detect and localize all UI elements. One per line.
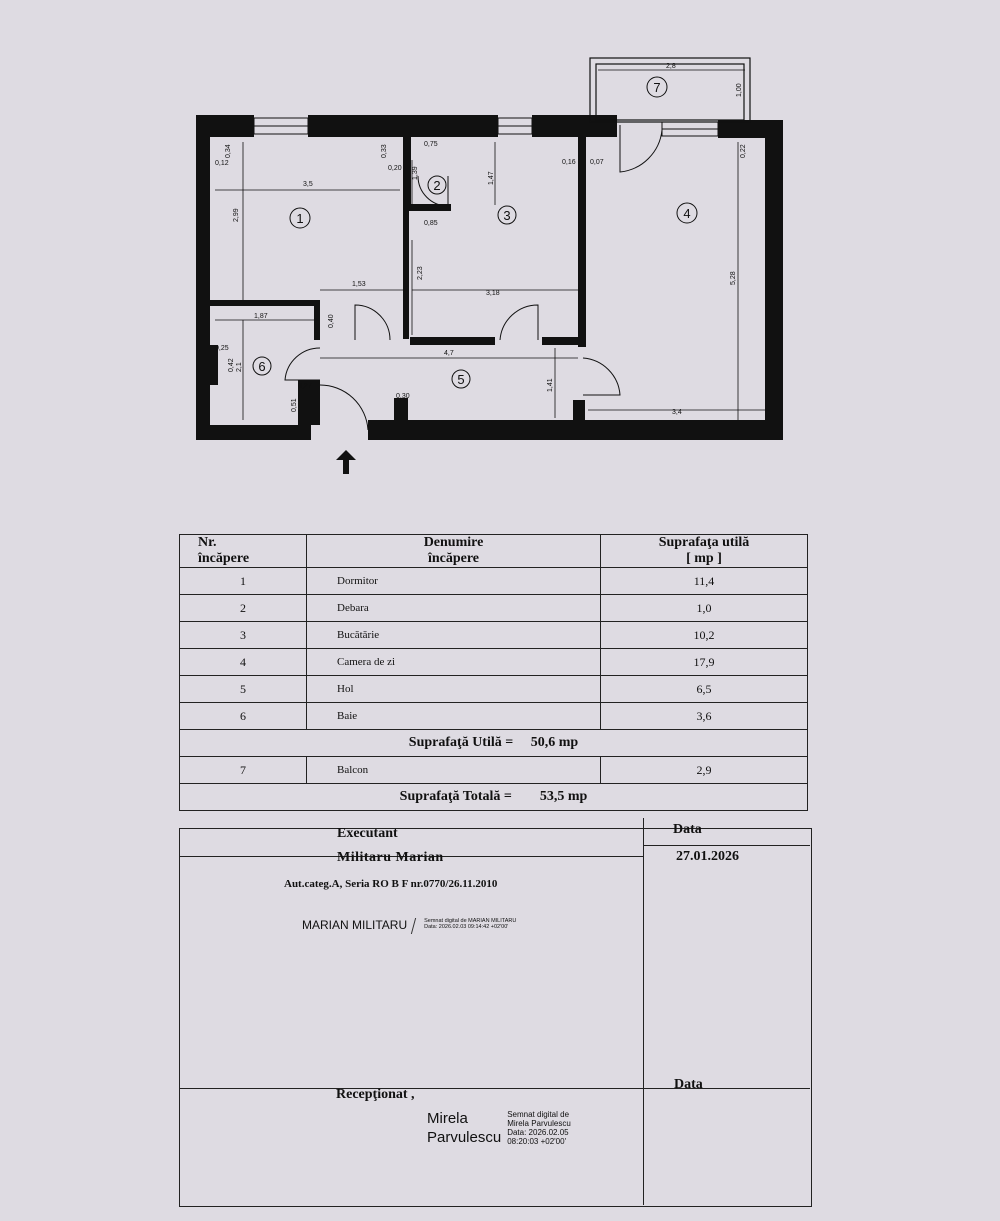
useful-area-row xyxy=(180,730,808,757)
row-area: 6,5 xyxy=(601,676,808,703)
header-name-sub: încăpere xyxy=(427,551,480,566)
row-area: 10,2 xyxy=(601,622,808,649)
header-area: Suprafaţa utilă xyxy=(658,535,750,550)
dim-label: 0,51 xyxy=(291,398,298,412)
dim-label: 0,22 xyxy=(740,144,747,158)
executant-signature-name: MARIAN MILITARU xyxy=(302,918,408,932)
useful-area-value: 50,6 mp xyxy=(530,735,579,750)
dim-label: 0,12 xyxy=(215,160,229,167)
receptionat-signature-date: Data: 2026.02.05 xyxy=(507,1128,569,1137)
useful-area-label: Suprafaţă Utilă = xyxy=(408,735,514,750)
receptionat-divider xyxy=(179,1088,810,1089)
row-name: Balcon xyxy=(307,757,601,784)
row-nr: 5 xyxy=(180,676,307,703)
table-row xyxy=(180,649,808,676)
row-area: 1,0 xyxy=(601,595,808,622)
table-header-row xyxy=(180,535,808,568)
row-name: Camera de zi xyxy=(307,649,601,676)
dim-label: 1,53 xyxy=(352,281,366,288)
dim-label: 1,47 xyxy=(488,171,495,185)
row-nr: 6 xyxy=(180,703,307,730)
row-name: Baie xyxy=(307,703,601,730)
dim-label: 0,27 xyxy=(298,383,312,390)
executant-label: Executant xyxy=(337,826,398,841)
room-number-5: 5 xyxy=(457,372,465,387)
executant-name: Militaru Marian xyxy=(337,850,444,865)
receptionat-signature-first-name: Mirela xyxy=(427,1110,468,1127)
dim-label: 0,16 xyxy=(562,159,576,166)
date-header-line xyxy=(643,845,810,846)
row-name: Hol xyxy=(307,676,601,703)
row-name: Bucătărie xyxy=(307,622,601,649)
dim-label: 0,85 xyxy=(424,220,438,227)
signature-tick-icon xyxy=(411,918,420,934)
row-area: 3,6 xyxy=(601,703,808,730)
room-area-table xyxy=(179,534,808,811)
receptionat-signature-last-name: Parvulescu xyxy=(427,1129,502,1146)
table-row xyxy=(180,568,808,595)
dim-label: 0,30 xyxy=(396,393,410,400)
dim-label: 4,7 xyxy=(444,350,454,357)
receptionat-date-label: Data xyxy=(674,1077,703,1092)
room-number-3: 3 xyxy=(503,208,511,223)
dim-label: 5,28 xyxy=(730,271,737,285)
dim-label: 2,8 xyxy=(666,63,676,70)
executant-signature xyxy=(302,918,516,936)
row-name: Dormitor xyxy=(307,568,601,595)
plan-doors xyxy=(285,125,662,430)
row-area: 2,9 xyxy=(601,757,808,784)
total-area-value: 53,5 mp xyxy=(539,789,588,804)
executant-signature-date: Data: 2026.02.03 09:14:42 +02'00' xyxy=(424,924,509,930)
executant-date: 27.01.2026 xyxy=(676,849,739,864)
room-number-6: 6 xyxy=(258,359,266,374)
room-number-1: 1 xyxy=(296,211,304,226)
dim-label: 2,23 xyxy=(417,266,424,280)
row-nr: 3 xyxy=(180,622,307,649)
room-number-7: 7 xyxy=(653,80,661,95)
receptionat-signature-signer: Mirela Parvulescu xyxy=(507,1119,571,1128)
dim-label: 0,34 xyxy=(225,144,232,158)
row-nr: 7 xyxy=(180,757,307,784)
total-area-label: Suprafaţă Totală = xyxy=(399,789,512,804)
executant-signature-note: Semnat digital de MARIAN MILITARU xyxy=(424,918,517,924)
row-nr: 2 xyxy=(180,595,307,622)
header-area-sub: [ mp ] xyxy=(686,551,722,566)
executant-authorization: Aut.categ.A, Seria RO B F nr.0770/26.11.2010 xyxy=(284,878,498,890)
table-row xyxy=(180,676,808,703)
row-nr: 4 xyxy=(180,649,307,676)
dim-label: 0,42 xyxy=(228,358,235,372)
table-row xyxy=(180,757,808,784)
row-area: 17,9 xyxy=(601,649,808,676)
dim-label: 0,33 xyxy=(381,144,388,158)
dim-label: 0,07 xyxy=(590,159,604,166)
dim-label: 0,40 xyxy=(328,314,335,328)
dim-label: 1,00 xyxy=(736,83,743,97)
table-row xyxy=(180,703,808,730)
header-nr-sub: încăpere xyxy=(198,551,250,566)
plan-walls xyxy=(196,115,783,440)
header-nr: Nr. xyxy=(198,535,217,550)
dim-label: 3,18 xyxy=(486,290,500,297)
row-nr: 1 xyxy=(180,568,307,595)
dim-label: 1,41 xyxy=(547,378,554,392)
row-area: 11,4 xyxy=(601,568,808,595)
executant-date-label: Data xyxy=(673,822,702,837)
dim-label: 1,39 xyxy=(412,166,419,180)
total-area-row xyxy=(180,784,808,811)
floor-plan xyxy=(0,0,1000,490)
table-row xyxy=(180,622,808,649)
receptionat-label: Recepţionat , xyxy=(336,1087,415,1102)
room-number-2: 2 xyxy=(433,178,441,193)
dim-label: 2,99 xyxy=(233,208,240,222)
dim-label: 2,1 xyxy=(236,362,243,372)
dim-label: 0,20 xyxy=(388,165,402,172)
signature-divider-vertical xyxy=(643,818,644,1205)
table-row xyxy=(180,595,808,622)
entrance-arrow-icon xyxy=(336,450,356,474)
dim-label: 0,25 xyxy=(215,345,229,352)
header-name: Denumire xyxy=(423,535,484,550)
dim-label: 3,5 xyxy=(303,181,313,188)
room-number-4: 4 xyxy=(683,206,691,221)
dim-label: 3,4 xyxy=(672,409,682,416)
receptionat-signature-time: 08:20:03 +02'00' xyxy=(507,1137,567,1146)
dim-label: 0,75 xyxy=(424,141,438,148)
dim-label: 1,87 xyxy=(254,313,268,320)
receptionat-signature-note: Semnat digital de xyxy=(507,1110,570,1119)
row-name: Debara xyxy=(307,595,601,622)
receptionat-signature xyxy=(427,1110,571,1146)
